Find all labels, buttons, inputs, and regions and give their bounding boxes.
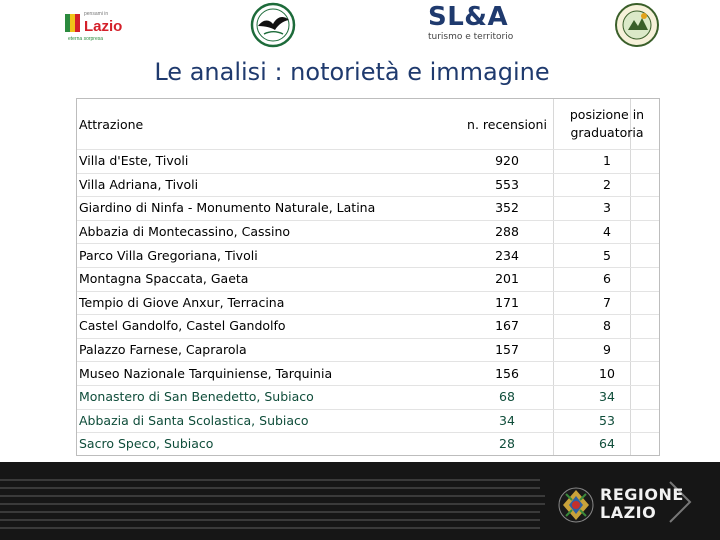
table-row [77,338,659,362]
header-position [555,99,659,149]
lazio-label: LAZIO [600,503,657,522]
attraction-name: Tempio di Giove Anxur, Terracina [79,294,285,310]
ranking-position: 1 [603,153,611,169]
attraction-name: Montagna Spaccata, Gaeta [79,271,249,287]
attraction-name: Giardino di Ninfa - Monumento Naturale, Latina [79,200,376,216]
attraction-name: Villa Adriana, Tivoli [79,176,199,192]
attraction-name: Abbazia di Montecassino, Cassino [79,224,291,240]
lazio-logo-word: Lazio [84,18,123,35]
review-count: 201 [495,271,519,287]
attraction-name: Museo Nazionale Tarquiniense, Tarquinia [79,365,333,381]
attraction-name: Sacro Speco, Subiaco [79,436,214,452]
ranking-position: 9 [603,342,611,358]
review-count: 68 [499,389,515,405]
table-row [77,220,659,244]
table-row [77,173,659,197]
page-title: Le analisi : notorietà e immagine [154,58,550,86]
regione-lazio-wordmark [600,486,684,522]
review-count: 156 [495,365,519,381]
table-row [77,361,659,385]
review-count: 920 [495,153,519,169]
attraction-name: Parco Villa Gregoriana, Tivoli [79,247,258,263]
ranking-position: 8 [603,318,611,334]
lazio-logo-tagline: pensami in [84,11,109,17]
ranking-position: 6 [603,271,611,287]
footer-bar [0,462,720,540]
review-count: 167 [495,318,519,334]
table-row [77,267,659,291]
ranking-position: 34 [599,389,615,405]
header-attraction: Attrazione [79,116,144,132]
lazio-logo-subtitle: eterna sorpresa [68,36,104,42]
ranking-position: 10 [599,365,615,381]
table-row [77,314,659,338]
header-position-line1: posizione in [569,107,645,122]
ranking-position: 7 [603,294,611,310]
lazio-flag-icon [64,12,82,34]
lazio-tourism-logo [62,8,134,46]
table-row [77,385,659,409]
ranking-position: 5 [603,247,611,263]
attractions-table [76,98,660,456]
review-count: 288 [495,224,519,240]
table-row [77,243,659,267]
attraction-name: Villa d'Este, Tivoli [79,153,189,169]
natura-in-viaggio-logo [614,2,660,48]
review-count: 28 [499,436,515,452]
table-row [77,291,659,315]
regione-lazio-emblem-icon [556,484,596,526]
review-count: 157 [495,342,519,358]
ranking-position: 2 [603,176,611,192]
sla-logo-subtitle: turismo e territorio [428,32,514,42]
attraction-name: Monastero di San Benedetto, Subiaco [79,389,314,405]
review-count: 352 [495,200,519,216]
table-row [77,196,659,220]
regione-label: REGIONE [600,485,684,504]
bird-circle-logo [250,2,296,48]
ranking-position: 3 [603,200,611,216]
attraction-name: Castel Gandolfo, Castel Gandolfo [79,318,286,334]
review-count: 34 [499,412,515,428]
attraction-name: Abbazia di Santa Scolastica, Subiaco [79,412,309,428]
ranking-position: 53 [599,412,615,428]
table-header-row [77,99,659,149]
table-row [77,149,659,173]
ranking-position: 64 [599,436,615,452]
header-position-line2: graduatoria [570,125,644,140]
attraction-name: Palazzo Farnese, Caprarola [79,342,247,358]
table-row [77,432,659,456]
header-logos [0,0,720,52]
review-count: 171 [495,294,519,310]
table-row [77,409,659,433]
sla-logo [428,2,528,48]
sla-logo-title: SL&A [428,2,509,32]
review-count: 553 [495,176,519,192]
ranking-position: 4 [603,224,611,240]
review-count: 234 [495,247,519,263]
header-reviews: n. recensioni [467,116,547,132]
